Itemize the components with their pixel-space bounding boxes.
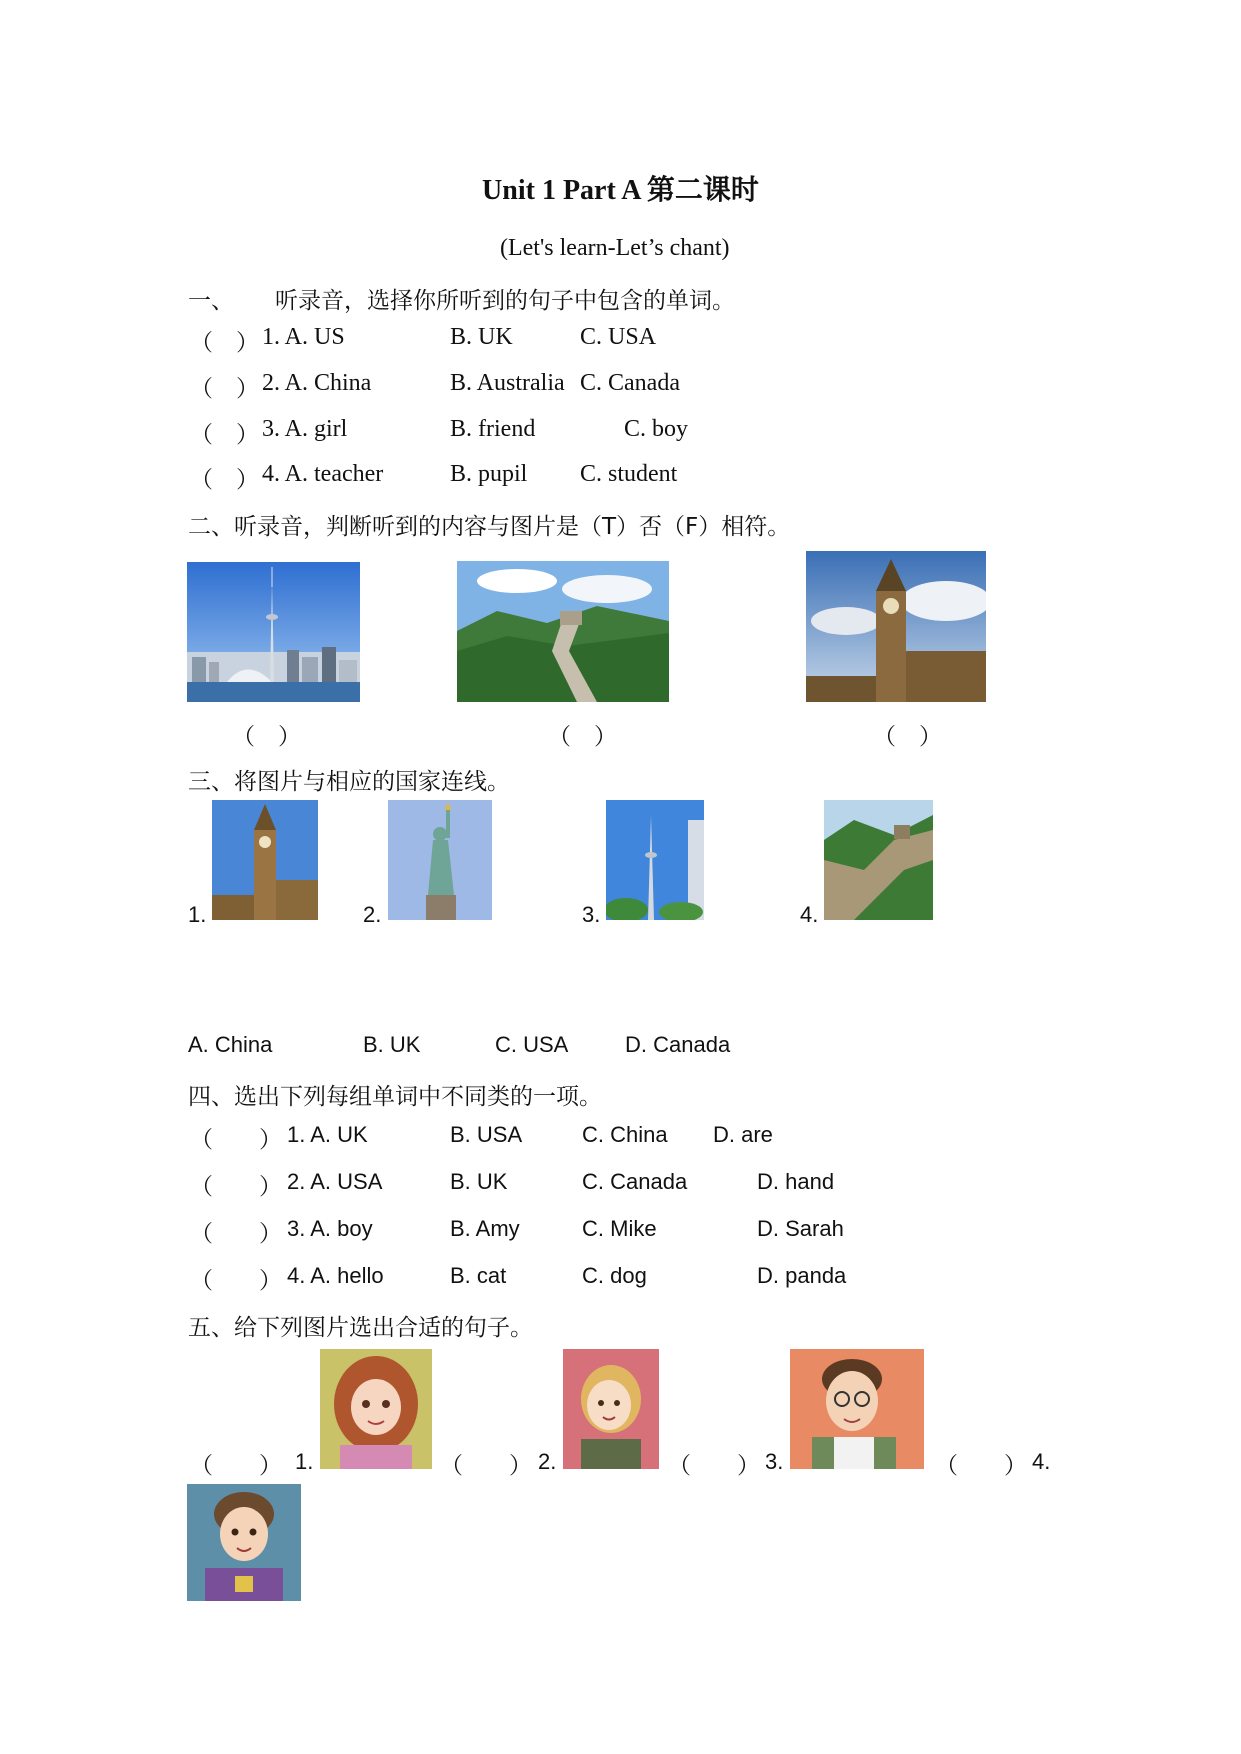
answer-blank[interactable]: （ ） (190, 1453, 282, 1479)
option-c: C. Canada (580, 370, 680, 396)
item-number: 1. (188, 902, 207, 927)
answer-blank[interactable]: （ ） (548, 724, 617, 750)
option-c: C. China (582, 1122, 668, 1147)
answer-blank[interactable]: （ ） (935, 1453, 1027, 1479)
statue-of-liberty-icon (388, 800, 492, 920)
girl-ponytail-icon (563, 1349, 659, 1469)
answer-blank[interactable]: （ ） (232, 724, 301, 750)
answer-blank[interactable]: （ ） (190, 467, 259, 493)
country-option: A. China (188, 1032, 273, 1057)
section1-number: 一、 (188, 288, 234, 314)
option-a: 3. A. girl (262, 416, 348, 442)
option-c: C. USA (580, 324, 657, 350)
answer-blank[interactable]: （ ） (190, 1221, 282, 1247)
option-c: C. boy (624, 416, 689, 442)
option-b: B. cat (450, 1263, 507, 1288)
item-number: 3. (765, 1449, 784, 1474)
section2-heading: 二、听录音，判断听到的内容与图片是（T）否（F）相符。 (188, 514, 791, 540)
option-a: 2. A. China (262, 370, 372, 396)
section1-heading: 听录音，选择你所听到的句子中包含的单词。 (275, 288, 735, 314)
option-d: D. panda (757, 1263, 847, 1288)
option-d: D. Sarah (757, 1216, 844, 1241)
boy-icon (187, 1484, 301, 1601)
man-glasses-icon (790, 1349, 924, 1469)
option-b: B. friend (450, 416, 536, 442)
answer-blank[interactable]: （ ） (190, 422, 259, 448)
option-a: 1. A. UK (287, 1122, 368, 1147)
great-wall-icon (824, 800, 933, 920)
option-c: C. Canada (582, 1169, 688, 1194)
answer-blank[interactable]: （ ） (440, 1453, 532, 1479)
option-b: B. UK (450, 324, 513, 350)
country-option: B. UK (363, 1032, 421, 1057)
option-b: B. Amy (450, 1216, 520, 1241)
item-number: 4. (1032, 1449, 1051, 1474)
option-c: C. student (580, 461, 678, 487)
answer-blank[interactable]: （ ） (873, 724, 942, 750)
answer-blank[interactable]: （ ） (190, 1174, 282, 1200)
option-a: 2. A. USA (287, 1169, 383, 1194)
country-option: C. USA (495, 1032, 569, 1057)
option-b: B. Australia (450, 370, 565, 396)
option-b: B. USA (450, 1122, 523, 1147)
cn-tower-icon (187, 562, 360, 702)
option-c: C. Mike (582, 1216, 657, 1241)
cn-tower-icon (606, 800, 704, 920)
item-number: 3. (582, 902, 601, 927)
great-wall-icon (457, 561, 669, 702)
section5-heading: 五、给下列图片选出合适的句子。 (188, 1315, 533, 1341)
option-b: B. UK (450, 1169, 508, 1194)
page-subtitle: (Let's learn-Let’s chant) (500, 235, 730, 261)
option-a: 3. A. boy (287, 1216, 373, 1241)
answer-blank[interactable]: （ ） (190, 1127, 282, 1153)
option-d: D. hand (757, 1169, 835, 1194)
option-a: 4. A. hello (287, 1263, 384, 1288)
girl-curly-hair-icon (320, 1349, 432, 1469)
item-number: 2. (538, 1449, 557, 1474)
section4-heading: 四、选出下列每组单词中不同类的一项。 (188, 1084, 602, 1110)
option-d: D. are (713, 1122, 773, 1147)
option-b: B. pupil (450, 461, 528, 487)
page-title: Unit 1 Part A 第二课时 (482, 175, 759, 206)
item-number: 4. (800, 902, 819, 927)
section3-heading: 三、将图片与相应的国家连线。 (188, 769, 510, 795)
big-ben-icon (806, 551, 986, 702)
option-c: C. dog (582, 1263, 647, 1288)
item-number: 1. (295, 1449, 314, 1474)
big-ben-icon (212, 800, 318, 920)
answer-blank[interactable]: （ ） (190, 376, 259, 402)
answer-blank[interactable]: （ ） (668, 1453, 760, 1479)
country-option: D. Canada (625, 1032, 731, 1057)
option-a: 4. A. teacher (262, 461, 384, 487)
answer-blank[interactable]: （ ） (190, 1268, 282, 1294)
answer-blank[interactable]: （ ） (190, 330, 259, 356)
item-number: 2. (363, 902, 382, 927)
option-a: 1. A. US (262, 324, 345, 350)
